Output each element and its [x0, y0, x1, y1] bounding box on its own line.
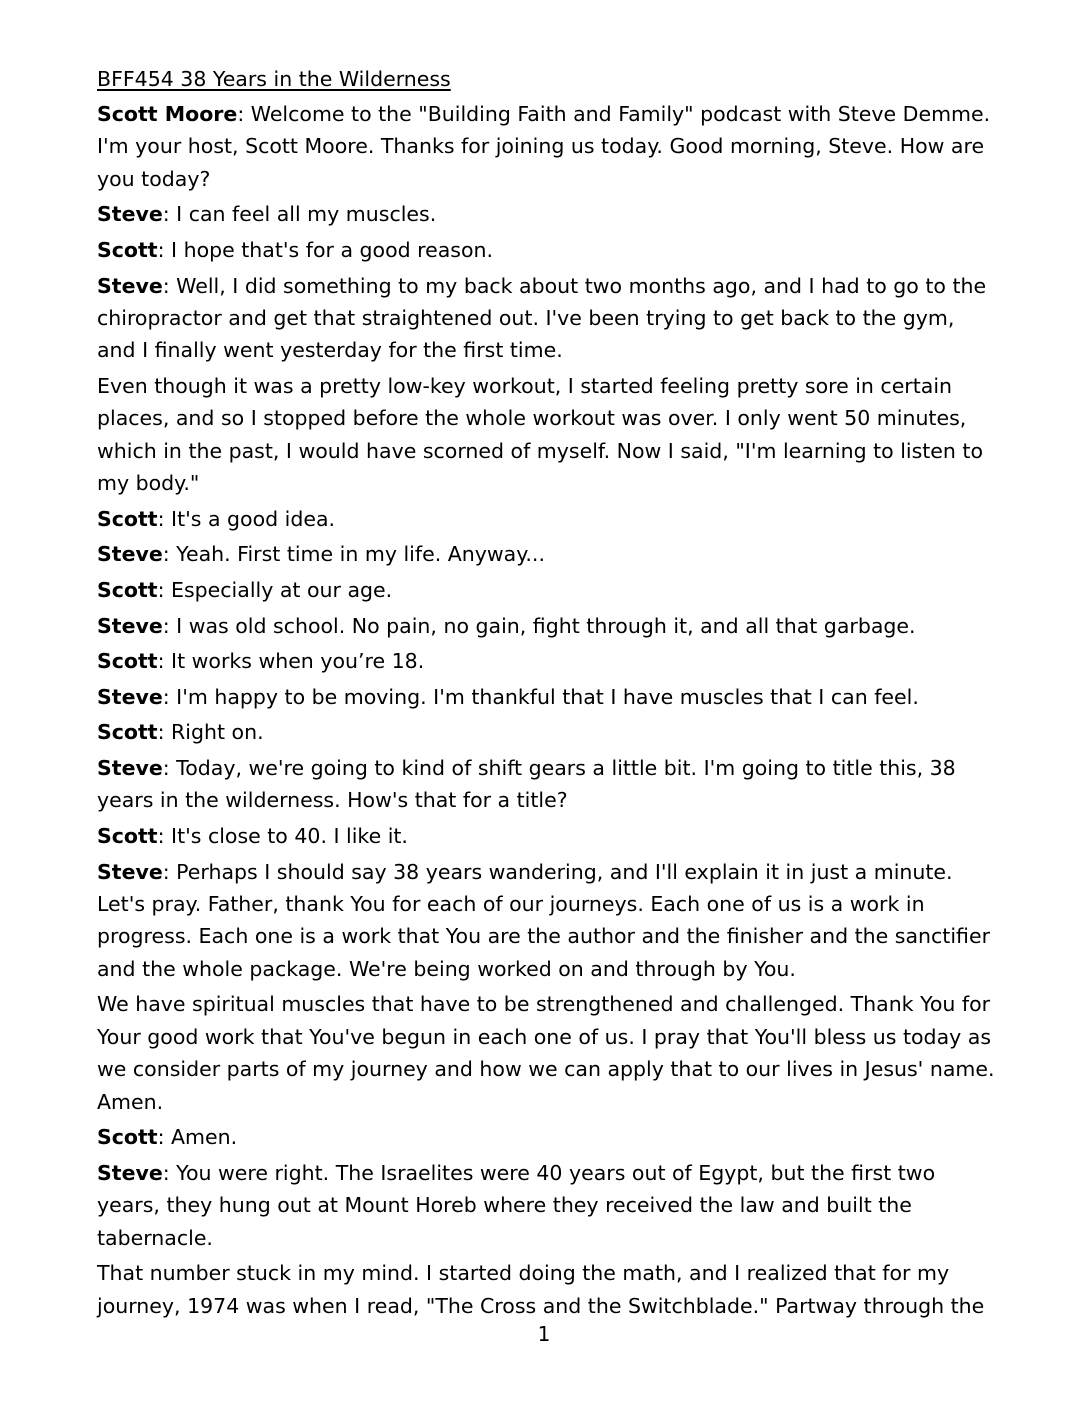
paragraph-2 — [97, 198, 997, 230]
paragraph-text: We have spiritual muscles that have to be strengthened and challenged. Thank You for Your good work that You've begun in each one of us. I pray that You'll bless us today as we consider parts of my journey and how we can apply that to our lives in Jesus' name. Amen. — [97, 992, 995, 1114]
paragraph-text: : I was old school. No pain, no gain, fight through it, and all that garbage. — [162, 613, 916, 638]
speaker-name: Steve — [97, 542, 163, 567]
paragraph-text: That number stuck in my mind. I started doing the math, and I realized that for my journey, 1974 was when I read, "The Cross and the Switchblade." Partway through the — [97, 1261, 985, 1318]
paragraph-text: : I'm happy to be moving. I'm thankful that I have muscles that I can feel. — [162, 684, 919, 709]
paragraph-text: : It works when you’re 18. — [157, 649, 425, 674]
paragraph-text: : I can feel all my muscles. — [162, 202, 437, 227]
speaker-name: Scott Moore — [97, 102, 238, 126]
speaker-name: Steve — [97, 859, 163, 884]
speaker-name: Scott — [97, 1125, 158, 1150]
paragraph-14 — [97, 820, 997, 852]
paragraph-19 — [97, 1257, 997, 1322]
paragraph-8 — [97, 574, 997, 606]
paragraph-10 — [97, 645, 997, 677]
paragraph-12 — [97, 716, 997, 748]
speaker-name: Steve — [97, 613, 163, 638]
paragraph-1 — [97, 98, 997, 195]
speaker-name: Scott — [97, 578, 158, 602]
paragraph-text: : Well, I did something to my back about two months ago, and I had to go to the chiropractor and get that straightened out. I've been trying to get back to the gym, and I finally went yesterday for the first time. — [97, 273, 987, 363]
speaker-name: Scott — [97, 823, 158, 848]
paragraph-3 — [97, 234, 997, 266]
speaker-name: Steve — [97, 1160, 163, 1185]
speaker-name: Scott — [97, 720, 158, 745]
paragraph-text: : I hope that's for a good reason. — [157, 238, 494, 262]
paragraph-text: : You were right. The Israelites were 40 years out of Egypt, but the first two years, they hung out at Mount Horeb where they received the law and built the tabernacle. — [97, 1160, 936, 1250]
transcript-page — [97, 64, 997, 1325]
paragraph-text: : It's a good idea. — [157, 506, 336, 531]
paragraph-9 — [97, 610, 997, 642]
paragraph-7 — [97, 538, 997, 570]
document-title: BFF454 38 Years in the Wilderness — [97, 67, 451, 91]
speaker-name: Steve — [97, 202, 163, 227]
paragraph-17 — [97, 1121, 997, 1153]
paragraph-text: : Yeah. First time in my life. Anyway... — [162, 542, 545, 567]
paragraph-16 — [97, 988, 997, 1118]
speaker-name: Steve — [97, 684, 163, 709]
speaker-name: Steve — [97, 273, 163, 298]
paragraph-4 — [97, 270, 997, 367]
paragraph-text: : Perhaps I should say 38 years wandering, and I'll explain it in just a minute. Let's pray. Father, thank You for each of our journeys. Each one of us is a work in progress. Each one is a work that You are the author and the finisher and the sanctifier and the whole package. We're being worked on and through by You. — [97, 859, 990, 981]
paragraph-text: : Amen. — [157, 1125, 238, 1150]
paragraph-13 — [97, 752, 997, 817]
paragraph-text: : Especially at our age. — [157, 578, 393, 602]
paragraph-text: : Welcome to the "Building Faith and Family" podcast with Steve Demme. I'm your host, Scott Moore. Thanks for joining us today. Good morning, Steve. How are you today? — [97, 102, 991, 191]
speaker-name: Scott — [97, 506, 158, 531]
speaker-name: Steve — [97, 755, 163, 780]
paragraph-text: : Right on. — [157, 720, 264, 745]
paragraph-text: Even though it was a pretty low-key workout, I started feeling pretty sore in certain places, and so I stopped before the whole workout was over. I only went 50 minutes, which in the past, I would have scorned of myself. Now I said, "I'm learning to listen to my body." — [97, 374, 984, 496]
speaker-name: Scott — [97, 649, 158, 674]
page-number: 1 — [537, 1322, 551, 1346]
speaker-name: Scott — [97, 238, 158, 262]
paragraph-text: : It's close to 40. I like it. — [157, 823, 408, 848]
paragraph-text: : Today, we're going to kind of shift gears a little bit. I'm going to title this, 38 years in the wilderness. How's that for a title? — [97, 755, 956, 813]
paragraph-15 — [97, 856, 997, 986]
paragraph-6 — [97, 503, 997, 535]
paragraph-5 — [97, 370, 997, 500]
paragraph-11 — [97, 681, 997, 713]
paragraph-18 — [97, 1157, 997, 1254]
